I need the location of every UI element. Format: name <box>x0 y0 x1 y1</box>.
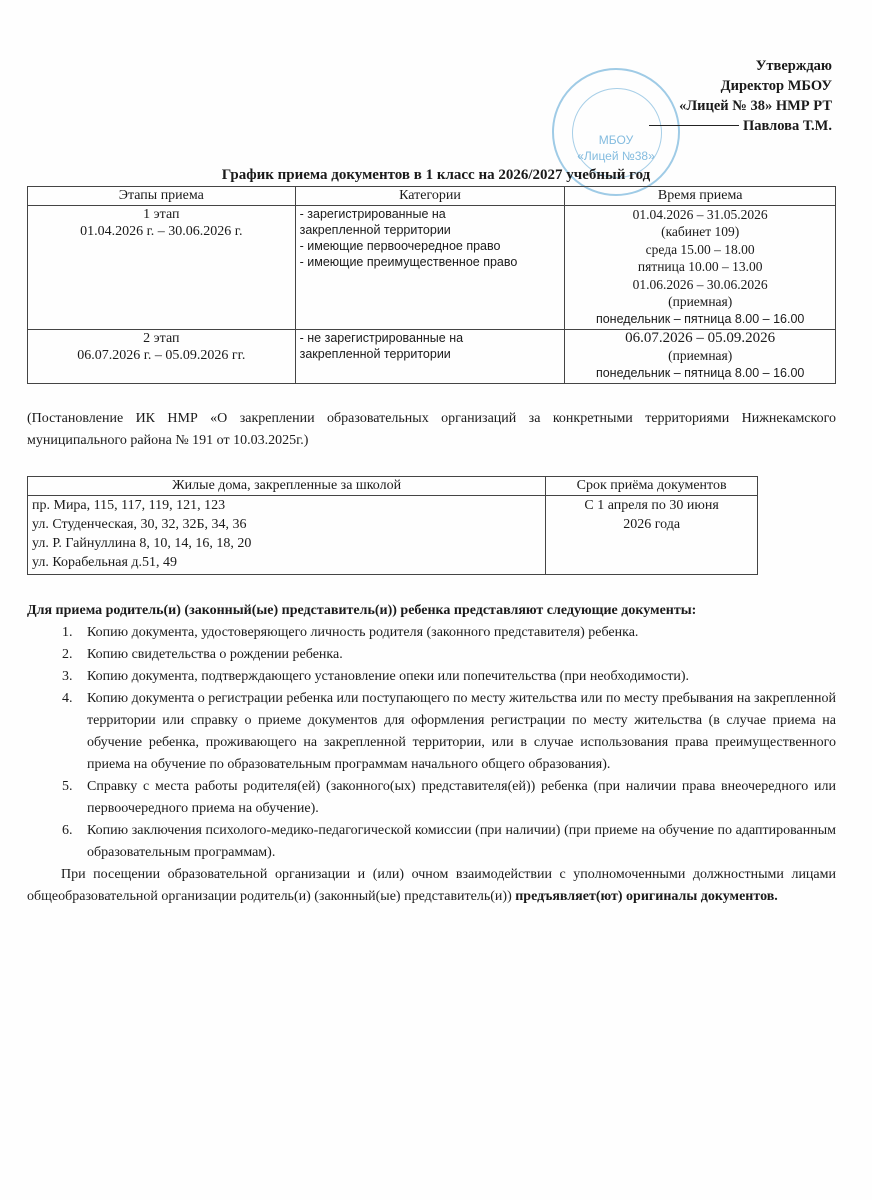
item-number: 4. <box>62 691 73 706</box>
item-number: 5. <box>62 779 73 794</box>
address-line: ул. Студенческая, 30, 32, 32Б, 34, 36 <box>32 516 247 532</box>
time-line: понедельник – пятница 8.00 – 16.00 <box>595 365 805 380</box>
category-line: - зарегистрированные на <box>299 206 446 221</box>
houses-table <box>27 476 758 575</box>
table-row <box>28 495 758 574</box>
category-line: закрепленной территории <box>299 346 451 361</box>
item-number: 1. <box>62 625 73 640</box>
header-categories: Категории <box>295 187 565 206</box>
time-cell <box>565 205 836 329</box>
time-line: 06.07.2026 – 05.09.2026 <box>625 329 776 346</box>
approval-block <box>649 56 832 136</box>
stamp-line-1: МБОУ <box>598 133 634 147</box>
addresses-cell <box>28 495 546 574</box>
address-line: пр. Мира, 115, 117, 119, 121, 123 <box>32 497 226 513</box>
schedule-table <box>27 186 836 384</box>
item-text: Копию свидетельства о рождении ребенка. <box>87 647 343 662</box>
categories-cell <box>295 329 565 383</box>
list-item <box>27 666 836 688</box>
stage-dates: 06.07.2026 г. – 05.09.2026 гг. <box>77 348 246 363</box>
category-line: - не зарегистрированные на <box>299 330 464 345</box>
item-text: Копию документа, удостоверяющего личность родителя (законного представителя) ребенка. <box>87 625 639 640</box>
time-line: (кабинет 109) <box>661 224 740 239</box>
time-cell <box>565 329 836 383</box>
stage-cell <box>28 205 296 329</box>
time-line: 01.06.2026 – 30.06.2026 <box>632 276 768 292</box>
list-item <box>27 820 836 864</box>
item-text: Копию документа о регистрации ребенка или поступающего по месту жительства или по месту пребывания на закрепленной территории или справку о приеме документов для оформления регистрации по месту жительства (в случае приема на обучение ребенка, проживающего на закрепленной территории, или в случае использования права преимущественного приема на обучение по образовательным программам начального общего образования). <box>87 691 836 772</box>
address-line: ул. Р. Гайнуллина 8, 10, 14, 16, 18, 20 <box>32 535 252 551</box>
approval-line-4: Павлова Т.М. <box>742 118 832 134</box>
header-houses: Жилые дома, закрепленные за школой <box>28 477 546 496</box>
time-line: (приемная) <box>668 348 733 363</box>
time-line: понедельник – пятница 8.00 – 16.00 <box>595 311 805 326</box>
documents-heading: Для приема родитель(и) (законный(ые) представитель(и)) ребенка представляют следующие документы: <box>27 603 697 618</box>
item-number: 6. <box>62 823 73 838</box>
list-item <box>27 776 836 820</box>
page-title: График приема документов в 1 класс на 2026/2027 учебный год <box>221 167 651 183</box>
originals-text: При посещении образовательной организации и (или) очном взаимодействии с уполномоченными должностными лицами общеобразовательной организации родитель(и) (законный(ые) представитель(и)) <box>27 867 836 904</box>
documents-list <box>27 622 836 864</box>
stamp-text <box>554 132 678 164</box>
category-line: - имеющие первоочередное право <box>299 238 501 253</box>
originals-bold-text: предъявляет(ют) оригиналы документов. <box>515 889 778 904</box>
time-line: среда 15.00 – 18.00 <box>645 241 755 257</box>
approval-line-2: Директор МБОУ <box>720 78 832 94</box>
item-number: 2. <box>62 647 73 662</box>
table-row <box>28 329 836 383</box>
resolution-note: (Постановление ИК НМР «О закреплении образовательных организаций за конкретными территориями Нижнекамского муниципального района № 191 от 10.03.2025г.) <box>27 411 836 448</box>
stage-label: 2 этап <box>143 330 180 346</box>
header-deadline: Срок приёма документов <box>546 477 758 496</box>
time-line: (приемная) <box>668 294 733 309</box>
item-number: 3. <box>62 669 73 684</box>
list-item <box>27 644 836 666</box>
approval-line-3: «Лицей № 38» НМР РТ <box>679 98 832 114</box>
table-row <box>28 205 836 329</box>
category-line: - имеющие преимущественное право <box>299 254 518 269</box>
stage-cell <box>28 329 296 383</box>
originals-paragraph <box>27 864 836 908</box>
stage-dates: 01.04.2026 г. – 30.06.2026 г. <box>80 224 243 239</box>
deadline-line: С 1 апреля по 30 июня <box>584 497 719 513</box>
address-line: ул. Корабельная д.51, 49 <box>32 554 178 570</box>
item-text: Копию заключения психолого-медико-педагогической комиссии (при наличии) (при приеме на обучение по адаптированным образовательным программам). <box>87 823 836 860</box>
header-time: Время приема <box>565 187 836 206</box>
time-line: пятница 10.00 – 13.00 <box>637 259 763 274</box>
list-item <box>27 688 836 776</box>
stage-label: 1 этап <box>143 206 180 222</box>
deadline-cell <box>546 495 758 574</box>
list-item <box>27 622 836 644</box>
category-line: закрепленной территории <box>299 222 451 237</box>
item-text: Копию документа, подтверждающего установление опеки или попечительства (при необходимости). <box>87 669 689 684</box>
deadline-line: 2026 года <box>623 516 681 532</box>
schedule-header-row <box>28 187 836 206</box>
header-stages: Этапы приема <box>28 187 296 206</box>
stamp-line-2: «Лицей №38» <box>577 149 655 163</box>
signature-underline <box>649 125 739 126</box>
approval-line-1: Утверждаю <box>755 58 832 74</box>
item-text: Справку с места работы родителя(ей) (законного(ых) представителя(ей)) ребенка (при наличии права внеочередного или первоочередного приема на обучение). <box>87 779 836 816</box>
documents-section <box>27 600 836 922</box>
categories-cell <box>295 205 565 329</box>
time-line: 01.04.2026 – 31.05.2026 <box>632 206 768 222</box>
houses-header-row <box>28 477 758 496</box>
approval-signature-line <box>649 116 832 136</box>
